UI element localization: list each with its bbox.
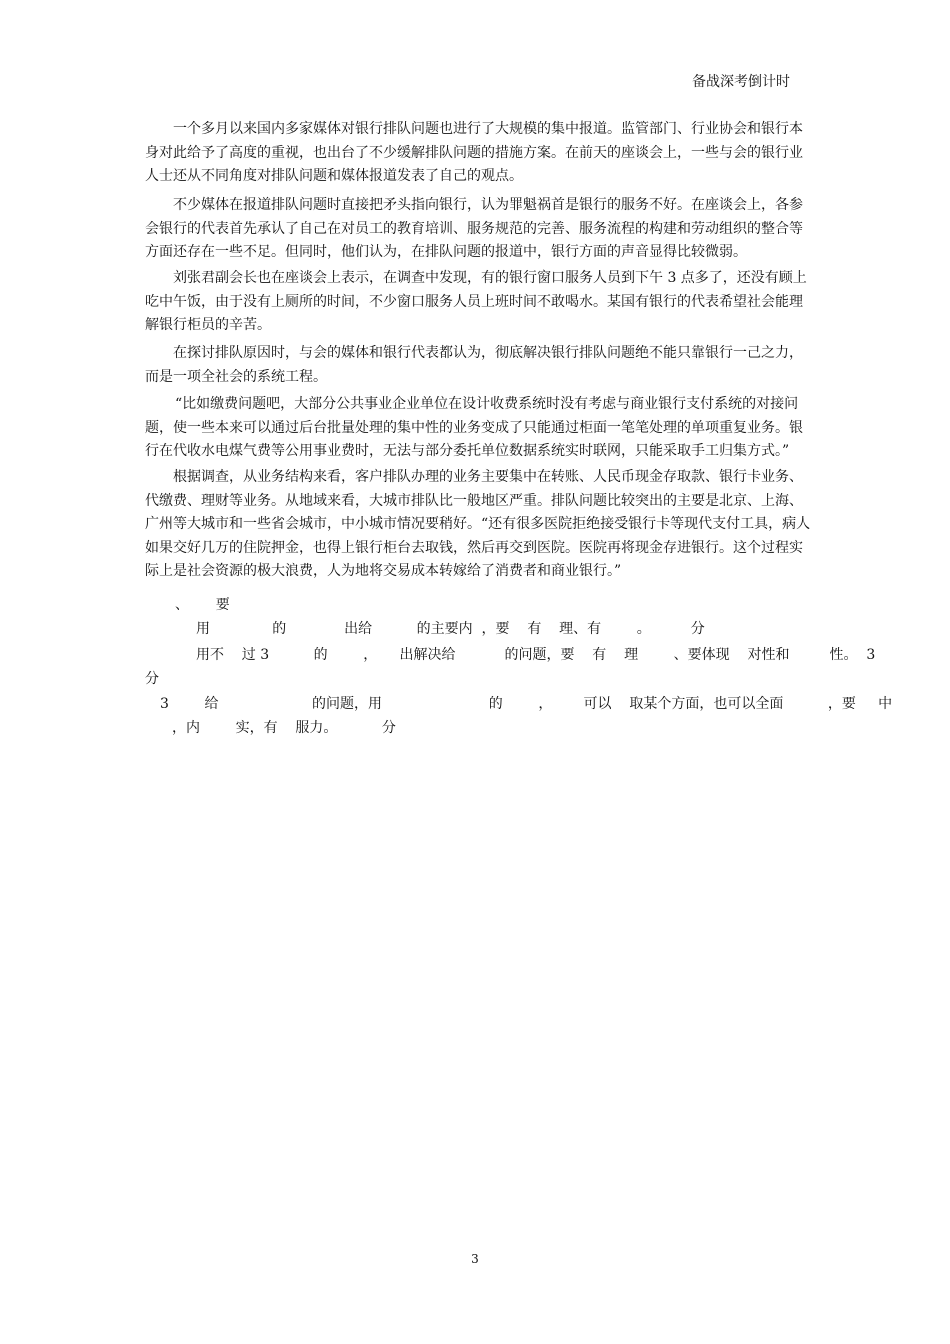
body-paragraph: “比如缴费问题吧，大部分公共事业企业单位在设计收费系统时没有考虑与商业银行支付系统的对接问题，使一些本来可以通过后台批量处理的集中性的业务变成了只能通过柜面一笔笔处理的单项重复业务。银行在代收水电煤气费等公用事业费时，无法与部分委托单位数据系统实时联网，只能采取手工归集方式。”: [145, 396, 803, 459]
body-paragraph: 刘张君副会长也在座谈会上表示，在调查中发现，有的银行窗口服务人员到下午 3 点多了，还没有顾上吃中午饭，由于没有上厕所的时间，不少窗口服务人员上班时间不敢喝水。某国有银行的代表希望社会能理解银行柜员的辛苦。: [145, 270, 807, 333]
question-line: 用 的 出给 的主要内 ，要 有 理、有 。 分: [196, 621, 705, 637]
body-paragraph: 根据调查，从业务结构来看，客户排队办理的业务主要集中在转账、人民币现金存取款、银行卡业务、代缴费、理财等业务。从地域来看，大城市排队比一般地区严重。排队问题比较突出的主要是北京、上海、广州等大城市和一些省会城市，中小城市情况要稍好。“还有很多医院拒绝接受银行卡等现代支付工具，病人如果交好几万的住院押金，也得上银行柜台去取钱，然后再交到医院。医院再将现金存进银行。这个过程实际上是社会资源的极大浪费，人为地将交易成本转嫁给了消费者和商业银行。”: [145, 469, 811, 579]
question-line: 用不 过 3 的 ， 出解决给 的问题，要 有 理 、要体现 对性和 性。 3: [196, 647, 876, 663]
body-paragraph: 一个多月以来国内多家媒体对银行排队问题也进行了大规模的集中报道。监管部门、行业协会和银行本身对此给予了高度的重视，也出台了不少缓解排队问题的措施方案。在前天的座谈会上，一些与会的银行业人士还从不同角度对排队问题和媒体报道发表了自己的观点。: [145, 121, 803, 184]
body-paragraph: 不少媒体在报道排队问题时直接把矛头指向银行，认为罪魁祸首是银行的服务不好。在座谈会上，各参会银行的代表首先承认了自己在对员工的教育培训、服务规范的完善、服务流程的构建和劳动组织的整合等方面还存在一些不足。但同时，他们认为，在排队问题的报道中，银行方面的声音显得比较微弱。: [145, 197, 803, 260]
question-line: 分: [145, 671, 159, 687]
running-header: 备战深考倒计时: [692, 74, 790, 90]
question-heading: 、 要: [175, 597, 230, 613]
page-number: 3: [471, 1252, 479, 1266]
body-paragraph: 在探讨排队原因时，与会的媒体和银行代表都认为，彻底解决银行排队问题绝不能只靠银行一己之力，而是一项全社会的系统工程。: [145, 345, 803, 385]
question-line: ，内 实，有 服力。 分: [172, 720, 396, 736]
question-line: 3 给 的问题，用 的 ， 可以 取某个方面，也可以全面 ，要 中: [160, 696, 893, 712]
